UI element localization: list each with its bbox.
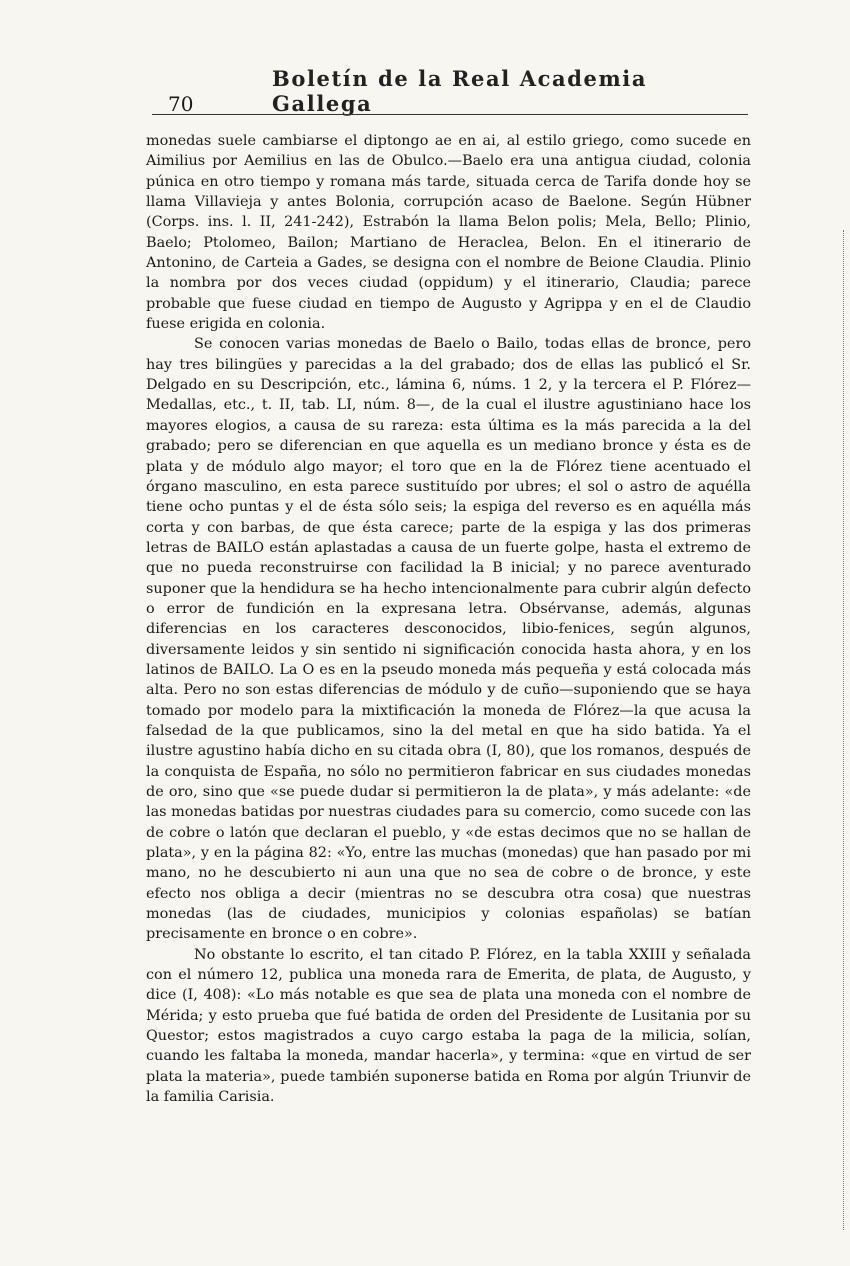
paragraph-3: No obstante lo escrito, el tan citado P. Flórez, en la tabla XXIII y señalada con el número 12, publica una moneda rara de Emerita, de plata, de Augusto, y dice (I, 408): «Lo más notable es que sea de plata una moneda con el nombre de Mérida; y esto prueba que fué batida de orden del Presidente de Lusitania por su Questor; estos magistrados a cuyo cargo estaba la paga de la milicia, solían, cuando les faltaba la moneda, mandar hacerla», y termina: «que en virtud de ser plata la materia», puede también suponerse batida en Roma por algún Triunvir de la familia Carisia. [146, 946, 751, 1106]
paragraph-2: Se conocen varias monedas de Baelo o Bailo, todas ellas de bronce, pero hay tres bilingües y parecidas a la del grabado; dos de ellas las publicó el Sr. Delgado en su Descripción, etc., lámina 6, núms. 1 2, y la tercera el P. Flórez—Medallas, etc., t. II, tab. LI, núm. 8—, de la cual el ilustre agustiniano hace los mayores elogios, a causa de su rareza: esta última es la más parecida a la del grabado; pero se diferencian en que aquella es un mediano bronce y ésta es de plata y de módulo algo mayor; el toro que en la de Flórez tiene acentuado el órgano masculino, en esta parece sustituído por ubres; el sol o astro de aquélla tiene ocho puntas y el de ésta sólo seis; la espiga del reverso es en aquélla más corta y con barbas, de que ésta carece; parte de la espiga y las dos primeras letras de BAILO están aplastadas a causa de un fuerte golpe, hasta el extremo de que no pueda reconstruirse con facilidad la B inicial; y no parece aventurado suponer que la hendidura se ha hecho intencionalmente para cubrir algún defecto o error de fundición en la expresana letra. Obsérvanse, además, algunas diferencias en los caracteres desconocidos, libio-fenices, según algunos, diversamente leidos y sin sentido ni significación conocida hasta ahora, y en los latinos de BAILO. La O es en la pseudo moneda más pequeña y está colocada más alta. Pero no son estas diferencias de módulo y de cuño—suponiendo que se haya tomado por modelo para la mixtificación la moneda de Flórez—la que acusa la falsedad de la que publicamos, sino la del metal en que ha sido batida. Ya el ilustre agustino había dicho en su citada obra (I, 80), que los romanos, después de la conquista de España, no sólo no permitieron fabricar en sus ciudades monedas de oro, sino que «se puede dudar si permitieron la de plata», y más adelante: «de las monedas batidas por nuestras ciudades para su comercio, como sucede con las de cobre o latón que declaran el pueblo, y «de estas decimos que no se hallan de plata», y en la página 82: «Yo, entre las muchas (monedas) que han pasado por mi mano, no he descubierto ni aun una que no sea de cobre o de bronce, y este efecto nos obliga a decir (mientras no se descubra otra cosa) que nuestras monedas (las de ciudades, municipios y colonias españolas) se batían precisamente en bronce o en cobre». [146, 336, 751, 943]
page-number: 70 [168, 92, 194, 116]
running-title: Boletín de la Real Academia Gallega [272, 66, 648, 116]
page-header [140, 66, 750, 116]
page-binding-edge [833, 230, 844, 1230]
paragraph-1: monedas suele cambiarse el diptongo ae en ai, al estilo griego, como sucede en Aimilius por Aemilius en las de Obulco.—Baelo era una antigua ciudad, colonia púnica en otro tiempo y romana más tarde, situada cerca de Tarifa donde hoy se llama Villavieja y antes Bolonia, corrupción acaso de Baelone. Según Hübner (Corps. ins. l. II, 241-242), Estrabón la llama Belon polis; Mela, Bello; Plinio, Baelo; Ptolomeo, Bailon; Martiano de Heraclea, Belon. En el itinerario de Antonino, de Carteia a Gades, se designa con el nombre de Beione Claudia. Plinio la nombra por dos veces ciudad (oppidum) y el itinerario, Claudia; parece probable que fuese ciudad en tiempo de Augusto y Agrippa y en el de Claudio fuese erigida en colonia. [146, 133, 751, 333]
header-rule [152, 114, 748, 115]
body-text [146, 131, 751, 1108]
